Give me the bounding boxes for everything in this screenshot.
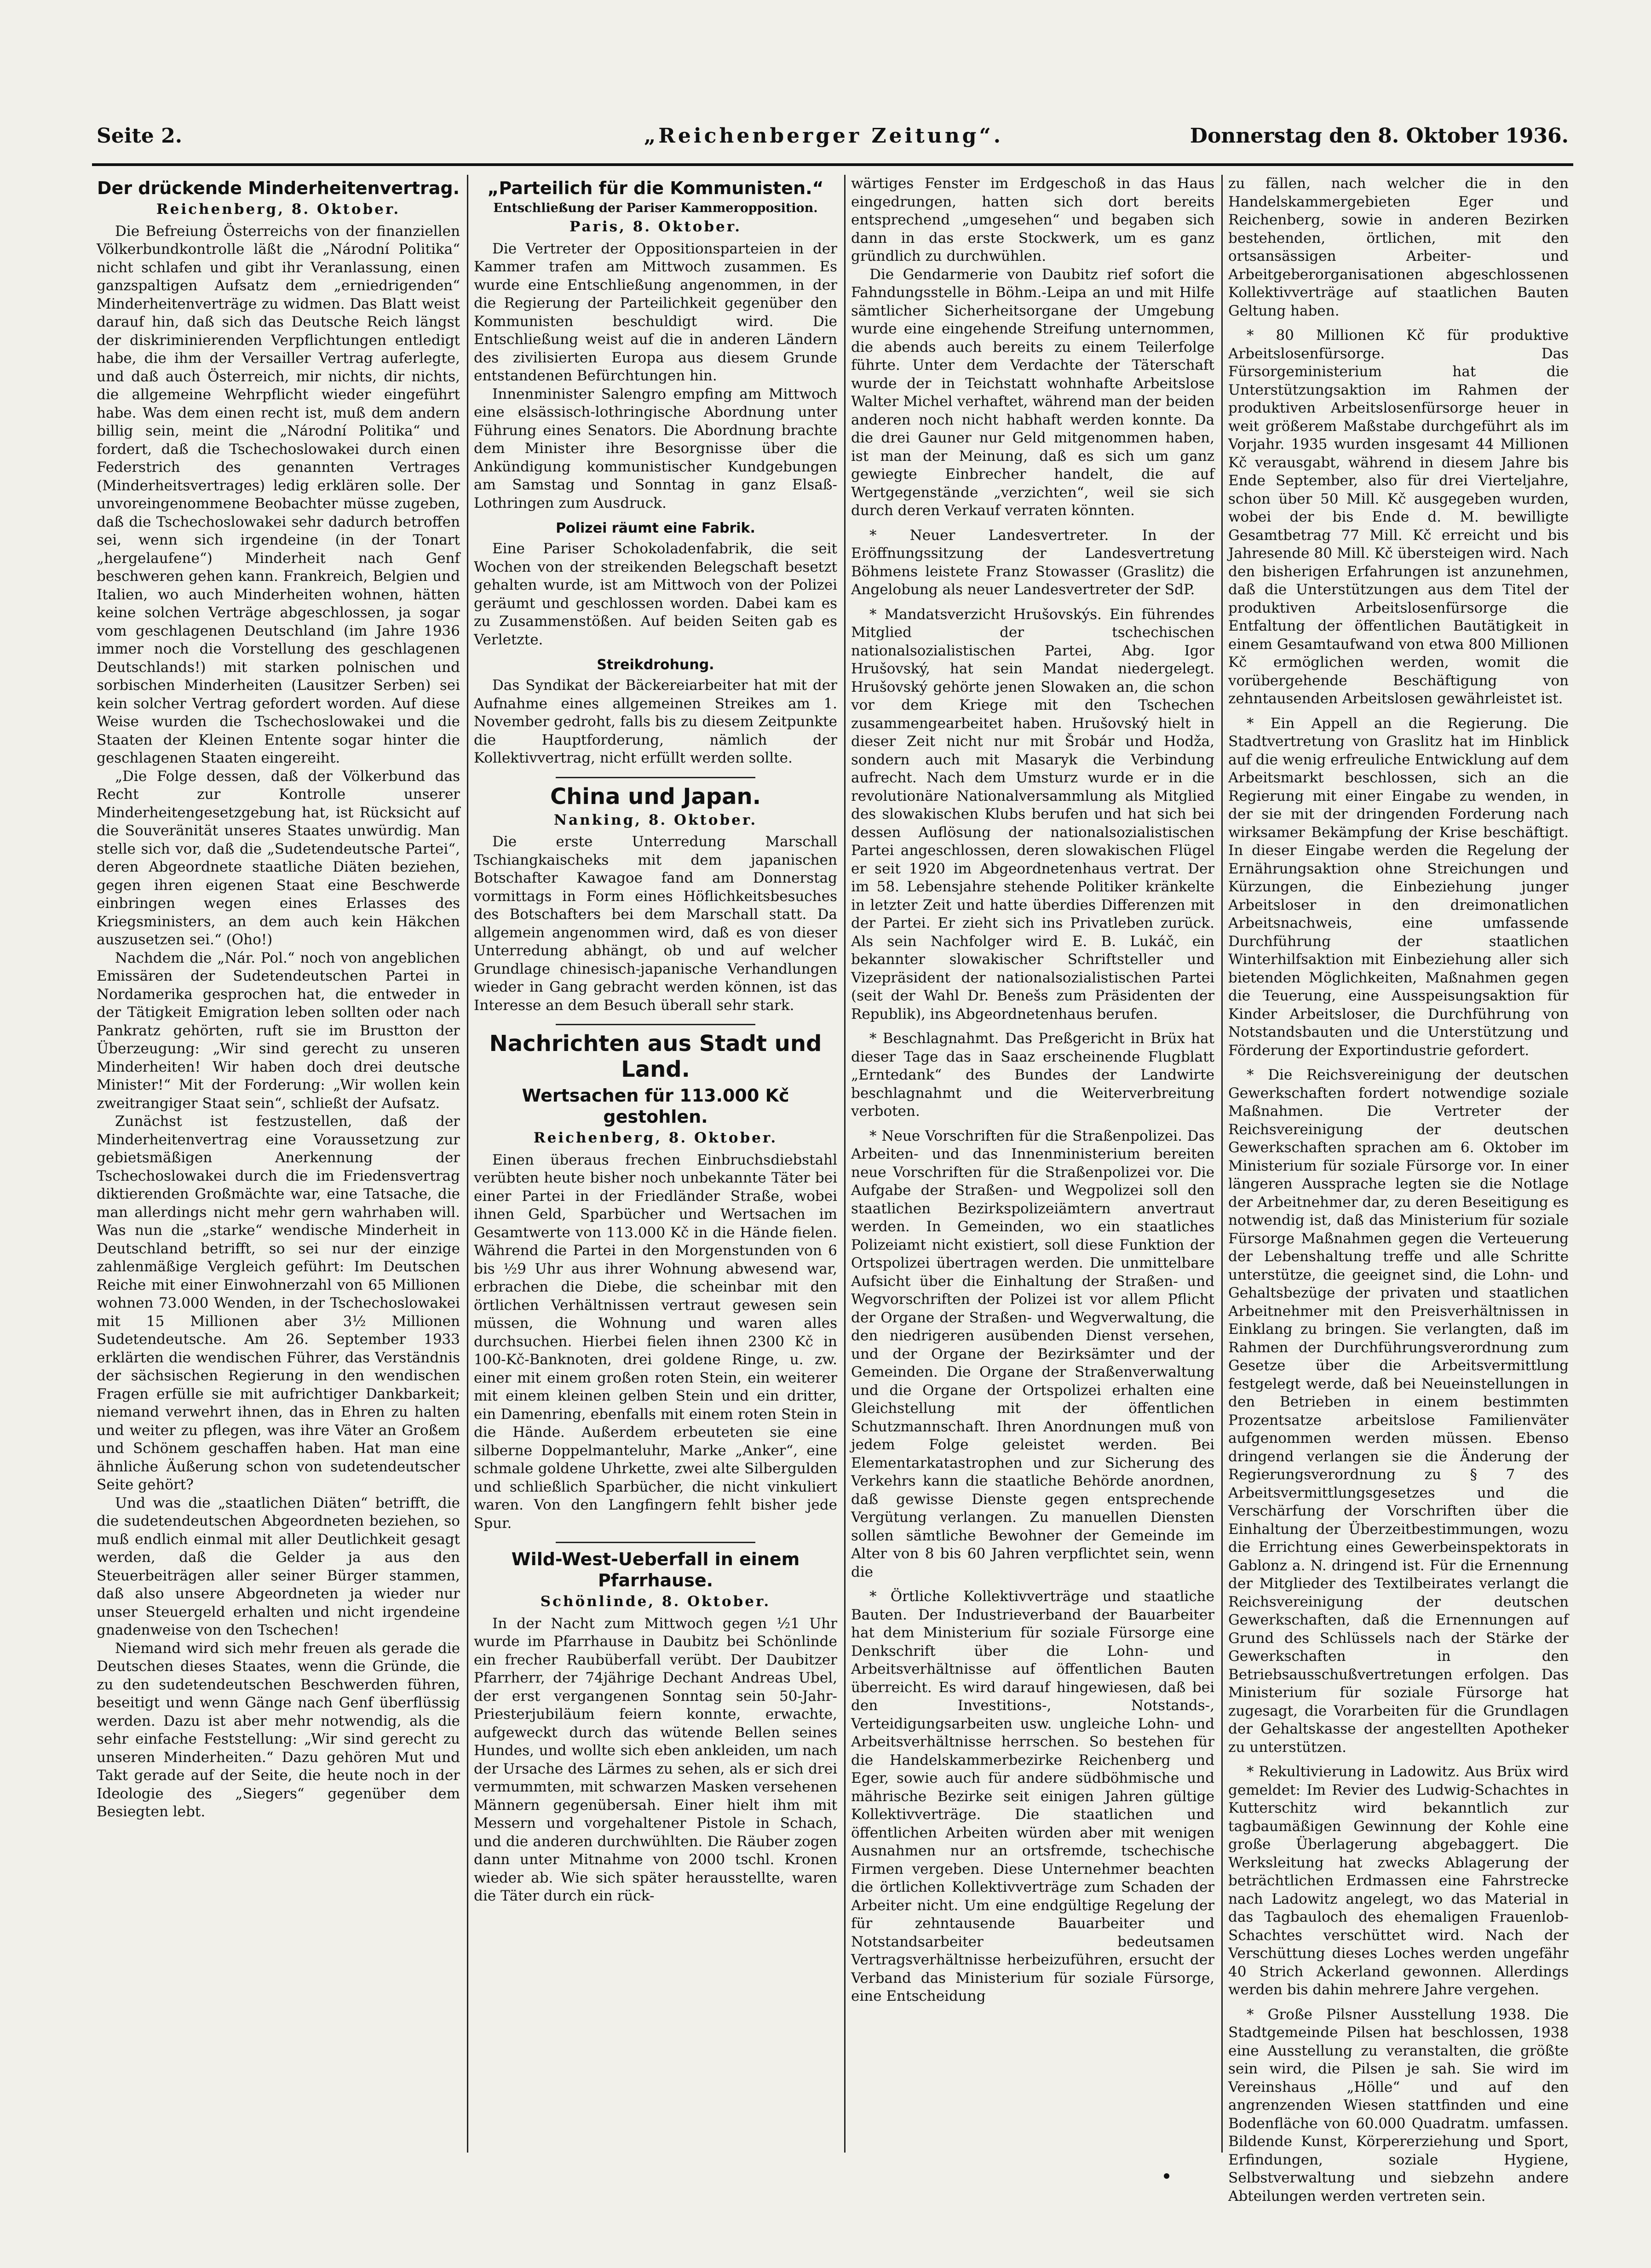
paragraph: Und was die „staatlichen Diäten“ betrifft, die die sudetendeutschen Abgeordneten beziehen, so muß endlich einmal mit aller Deutlichkeit gesagt werden, daß die Gelder ja aus den Steuerbeiträgen aller seiner Bürger stammen, daß also unsere Abgeordneten ja wieder nur unser Steuergeld erhalten und nicht irgendeine gnadenweise von den Tschechen! — [97, 1494, 460, 1638]
news-item: * Rekultivierung in Ladowitz. Aus Brüx wird gemeldet: Im Revier des Ludwig-Schachtes in Kutterschitz wird bekanntlich zur tagbaumäßigen Gewinnung der Kohle eine große Überlagerung abgebaggert. Die Werksleitung hat zwecks Ablagerung der beträchtlichen Erdmassen eine Fahrstrecke nach Ladowitz angelegt, wo das Material in das Tagbauloch des ehemaligen Frauenlob-Schachtes verschüttet wird. Nach der Verschüttung dieses Loches werden ungefähr 40 Strich Ackerland gewonnen. Allerdings werden bis dahin mehrere Jahre vergehen. — [1228, 1763, 1569, 1998]
page-number: Seite 2. — [97, 124, 183, 148]
paragraph: Zunächst ist festzustellen, daß der Minderheitenvertrag eine Voraussetzung zur gebietsmäßigen Anerkennung der Tschechoslowakei durch die im Friedensvertrag diktierenden Großmächte war, eine Tatsache, die man allerdings nicht mehr gern wahrhaben will. Was nun die „starke“ wendische Minderheit in Deutschland betrifft, so sei nur der einzige zahlenmäßige Vergleich geführt: Im Deutschen Reiche mit einer Einwohnerzahl von 65 Millionen wohnen 73.000 Wenden, in der Tschechoslowakei mit 15 Millionen aber 3½ Millionen Sudetendeutsche. Am 26. September 1933 erklärten die wendischen Führer, das Verständnis der sächsischen Regierung in den wendischen Fragen erfülle sie mit aufrichtiger Dankbarkeit; niemand verwehrt ihnen, das in Ehren zu halten und weiter zu pflegen, was ihre Väter an Großem und Schönem geschaffen haben. Hat man eine ähnliche Äußerung schon von sudetendeutscher Seite gehört? — [97, 1113, 460, 1493]
article-headline: Streikdrohung. — [597, 657, 714, 673]
paragraph: Einen überaus frechen Einbruchsdiebstahl verübten heute bisher noch unbekannte Täter bei einer Partei in der Friedländer Straße, wobei ihnen Geld, Sparbücher und Wertsachen im Gesamtwerte von 113.000 Kč in die Hände fielen. Während die Partei in den Morgenstunden von 6 bis ½9 Uhr aus ihrer Wohnung abwesend war, erbrachen die Diebe, die scheinbar mit den örtlichen Verhältnissen vertraut gewesen sein müssen, die Wohnung und waren alles durchsuchen. Hierbei fielen ihnen 2300 Kč in 100-Kč-Banknoten, drei goldene Ringe, u. zw. einer mit einem großen roten Stein, ein weiterer mit einem kleinen gelben Stein und ein dritter, ein Damenring, ebenfalls mit einem roten Stein in die Hände. Außerdem erbeuteten sie eine silberne Doppelmanteluhr, Marke „Anker“, eine schmale goldene Uhrkette, zwei alte Silbergulden und schließlich Sparbücher, die nicht vinkuliert waren. Von den Langfingern fehlt bisher jede Spur. — [474, 1151, 837, 1532]
dateline: Reichenberg, 8. Oktober. — [156, 201, 401, 218]
paragraph: Innenminister Salengro empfing am Mittwoch eine elsässisch-lothringische Abordnung unter Führung eines Senators. Die Abordnung brachte dem Minister ihre Besorgnisse über die Ankündigung kommunistischer Kundgebungen am Samstag und Sonntag in ganz Elsaß-Lothringen zum Ausdruck. — [474, 385, 837, 511]
article-subheadline: Entschließung der Pariser Kammeropposition. — [493, 201, 818, 215]
header-rule — [92, 163, 1573, 166]
column-4 — [1228, 175, 1569, 2205]
news-item: * Die Reichsvereinigung der deutschen Gewerkschaften fordert notwendige soziale Maßnahmen. Die Vertreter der Reichsvereinigung der deutschen Gewerkschaften sprachen am 6. Oktober im Ministerium für soziale Fürsorge vor. In einer längeren Aussprache legten sie die Notlage der Arbeitnehmer dar, zu deren Beseitigung es notwendig ist, daß das Ministerium für soziale Fürsorge Maßnahmen gegen die Verteuerung der Lebenshaltung treffe und alle Schritte unterstütze, die geeignet sind, die Lohn- und Gehaltsbezüge der privaten und staatlichen Arbeitnehmer mit den Preisverhältnissen in Einklang zu bringen. Sie verlangten, daß im Rahmen der Durchführungsverordnung zum Gesetze über die Arbeitsvermittlung festgelegt werde, daß bei Neueinstellungen in den Betrieben in einem bestimmten Prozentsatze arbeitslose Familienväter aufgenommen werden müssen. Ebenso dringend verlangen sie die Änderung der Regierungsverordnung zu § 7 des Arbeitsvermittlungsgesetzes und die Verschärfung der Vorschriften über die Einhaltung der Überzeitbestimmungen, wozu die Errichtung eines Gewerbeinspektorats in Gablonz a. N. dringend ist. Für die Ernennung der Mitglieder des Textilbeirates verlangt die Reichsvereinigung der deutschen Gewerkschaften, daß die Ernennungen auf Grund des Schlüssels nach der Stärke der Gewerkschaften in den Betriebsausschußvertretungen erfolgen. Das Ministerium für soziale Fürsorge hat zugesagt, die Vorarbeiten für die Grundlagen der Gehaltskasse der angestellten Apotheker zu unterstützen. — [1228, 1067, 1569, 1756]
ink-dot — [1164, 2173, 1169, 2179]
newspaper-page — [92, 115, 1573, 2205]
page-header — [92, 124, 1573, 156]
paragraph: Die erste Unterredung Marschall Tschiangkaischeks mit dem japanischen Botschafter Kawagoe fand am Donnerstag vormittags in Form eines Höflichkeitsbesuches des Botschafters bei dem Marschall statt. Da allgemein angenommen wird, daß es von dieser Unterredung abhängt, ob und auf welcher Grundlage chinesisch-japanische Verhandlungen wieder in Gang gebracht werden können, ist das Interesse an dem Besuch überall sehr stark. — [474, 833, 837, 1014]
dateline: Nanking, 8. Oktober. — [553, 811, 758, 828]
column-2 — [474, 175, 837, 2153]
article-headline: „Parteilich für die Kommunisten.“ — [487, 178, 824, 198]
news-item: * Ein Appell an die Regierung. Die Stadtvertretung von Graslitz hat im Hinblick auf die wenig erfreuliche Entwicklung auf dem Arbeitsmarkt beschlossen, sich an die Regierung mit einer Eingabe zu wenden, in der sie mit der dringenden Forderung nach wirksamer Bekämpfung der Krise beschäftigt. In dieser Eingabe werden die Regelung der Ernährungsaktion ohne Streichungen und Kürzungen, die Einbeziehung junger Arbeitsloser in den dreimonatlichen Arbeitsnachweis, eine umfassende Durchführung der staatlichen Winterhilfsaktion mit Einbeziehung aller sich bietenden Möglichkeiten, Maßnahmen gegen die Teuerung, eine Ausspeisungsaktion für Kinder Arbeitsloser, die Durchführung von Notstandsbauten und die Unterstützung und Förderung der Exportindustrie gefordert. — [1228, 715, 1569, 1059]
news-item: * Beschlagnahmt. Das Preßgericht in Brüx hat dieser Tage das in Saaz erscheinende Flugblatt „Erntedank“ des Bundes der Landwirte beschlagnahmt und die Weiterverbreitung verboten. — [851, 1030, 1214, 1120]
section-title: Nachrichten aus Stadt und Land. — [489, 1031, 822, 1082]
paragraph: In der Nacht zum Mittwoch gegen ½1 Uhr wurde im Pfarrhause in Daubitz bei Schönlinde ein frecher Raubüberfall verübt. Der Daubitzer Pfarrherr, der 74jährige Dechant Andreas Ubel, der erst vergangenen Sonntag sein 50-Jahr-Priesterjubiläum feiern konnte, erwachte, aufgeweckt durch das wütende Bellen seines Hundes, und wollte sich eben ankleiden, um nach der Ursache des Lärmes zu sehen, als er sich drei vermummten, mit schwarzen Masken versehenen Männern gegenübersah. Einer hielt ihm mit Messern und vorgehaltener Pistole in Schach, und die anderen durchwühlten. Die Räuber zogen dann unter Mitnahme von 2000 tschl. Kronen wieder ab. Wie sich später herausstellte, waren die Täter durch ein rück- — [474, 1615, 837, 1904]
paragraph: Das Syndikat der Bäckereiarbeiter hat mit der Aufnahme eines allgemeinen Streikes am 1. November gedroht, falls bis zu diesem Zeitpunkte die Hauptforderung, nämlich der Kollektivvertrag, nicht erfüllt werden sollte. — [474, 677, 837, 766]
paragraph: Eine Pariser Schokoladenfabrik, die seit Wochen von der streikenden Belegschaft besetzt gehalten wurde, ist am Mittwoch von der Polizei geräumt und geschlossen worden. Dabei kam es zu Zusammenstößen. Auf beiden Seiten gab es Verletzte. — [474, 540, 837, 648]
paragraph: „Die Folge dessen, daß der Völkerbund das Recht zur Kontrolle unserer Minderheitengesetzgebung hat, ist Rücksicht auf die Souveränität unseres Staates unwürdig. Man stelle sich vor, daß die „Sudetendeutsche Partei“, deren Abgeordnete staatliche Diäten beziehen, gegen ihren eigenen Staat eine Beschwerde einbringen wegen eines Erlasses des Kriegsministers, an dem auch kein Häkchen auszusetzen sei.“ (Oho!) — [97, 768, 460, 948]
article-headline: China und Japan. — [550, 783, 761, 810]
column-1 — [97, 175, 460, 2153]
paragraph: zu fällen, nach welcher die in den Handelskammergebieten Eger und Reichenberg, sowie in anderen Bezirken bestehenden, örtlichen, mit den ortsansässigen Arbeiter- und Arbeitgeberorganisationen abgeschlossenen Kollektivverträge auf staatlichen Bauten Geltung haben. — [1228, 175, 1569, 319]
news-item: * Große Pilsner Ausstellung 1938. Die Stadtgemeinde Pilsen hat beschlossen, 1938 eine Ausstellung zu veranstalten, die größte sein wird, die Pilsen je sah. Sie wird im Vereinshaus „Hölle“ und auf den angrenzenden Wiesen stattfinden und eine Bodenfläche von 60.000 Quadratm. umfassen. Bildende Kunst, Körpererziehung und Sport, Erfindungen, soziale Hygiene, Selbstverwaltung und siebzehn andere Abteilungen werden vertreten sein. — [1228, 2006, 1569, 2205]
paragraph: Die Befreiung Österreichs von der finanziellen Völkerbundkontrolle läßt die „Národní Politika“ nicht schlafen und gibt ihr Veranlassung, einen ganzspaltigen Aufsatz dem „erniedrigenden“ Minderheitenverträge zu widmen. Das Blatt weist darauf hin, daß sich das Deutsche Reich längst der diskriminierenden Verpflichtungen entledigt habe, die ihm der Versailler Vertrag auferlegte, und daß auch Österreich, mir nichts, dir nichts, die allgemeine Wehrpflicht wieder eingeführt habe. Was dem einen recht ist, muß dem andern billig sein, meint die „Národní Politika“ und fordert, daß die Tschechoslowakei durch einen Federstrich des genannten Vertrages (Minderheitsvertrages) ledig erklären solle. Der unvoreingenommene Beobachter müsse zugeben, daß die Tschechoslowakei sehr dadurch betroffen sei, wenn sich irgendeine (in der Tonart „hergelaufene“) Minderheit nach Genf beschweren gehen kann. Frankreich, Belgien und Italien, wo auch Minderheiten wohnen, hätten keine solchen Verträge abgeschlossen, ja sogar vom geschlagenen Deutschland (im Jahre 1936 immer noch die Vorstellung des geschlagenen Deutschlands!) mit starken polnischen und sorbischen Minderheiten (Lausitzer Serben) sei kein solcher Vertrag gefordert worden. Auf diese Weise wurden die Tschechoslowakei und die Staaten der Kleinen Entente sogar hinter die geschlagenen Staaten eingereiht. — [97, 223, 460, 766]
paragraph: Die Gendarmerie von Daubitz rief sofort die Fahndungsstelle in Böhm.-Leipa an und mit Hilfe sämtlicher Sicherheitsorgane der Umgebung wurde eine eingehende Streifung unternommen, die abends auch bereits zu einem Teilerfolge führte. Unter dem Verdachte der Täterschaft wurde der in Teichstatt wohnhafte Arbeitslose Walter Michel verhaftet, während man der beiden anderen noch nicht habhaft werden konnte. Da die drei Gauner nur Geld mitgenommen haben, ist man der Meinung, daß es sich um ganz gewiegte Einbrecher handelt, die auf Wertgegenstände „verzichten“, weil sie sich durch deren Verkauf verraten könnten. — [851, 266, 1214, 519]
news-item: * Mandatsverzicht Hrušovskýs. Ein führendes Mitglied der tschechischen nationalsozialistischen Partei, Abg. Igor Hrušovský, hat sein Mandat niedergelegt. Hrušovský gehörte jenen Slowaken an, die schon vor dem Kriege mit den Tschechen zusammengearbeitet haben. Hrušovský hielt in dieser Zeit nicht nur mit Šrobár und Hodža, sondern auch mit Masaryk die Verbindung aufrecht. Nach dem Umsturz wurde er in die revolutionäre Nationalversammlung als Mitglied des slowakischen Klubs berufen und hat sich bei dessen Auflösung der nationalsozialistischen Partei angeschlossen, deren slowakischen Flügel er seit 1920 im Abgeordnetenhaus vertrat. Der im 58. Lebensjahre stehende Politiker kränkelte in letzter Zeit und hatte überdies Differenzen mit der Partei. Er zieht sich ins Privatleben zurück. Als sein Nachfolger wird E. B. Lukáč, ein bekannter slowakischer Schriftsteller und Vizepräsident der nationalsozialistischen Partei (seit der Wahl Dr. Benešs zum Präsidenten der Republik), ins Abgeordnetenhaus berufen. — [851, 606, 1214, 1022]
article-headline: Wertsachen für 113.000 Kč gestohlen. — [522, 1085, 789, 1127]
news-item: * Neue Vorschriften für die Straßenpolizei. Das Arbeiten- und das Innenministerium bereiten neue Vorschriften für die Straßenpolizei vor. Die Aufgabe der Straßen- und Wegpolizei soll den staatlichen Bezirkspolizeiämtern anvertraut werden. In Gemeinden, wo ein staatliches Polizeiamt nicht existiert, soll diese Funktion der Ortspolizei übertragen werden. Die unmittelbare Aufsicht über die Einhaltung der Straßen- und Wegvorschriften der Polizei ist vor allem Pflicht der Organe der Straßen- und Wegverwaltung, die den niedrigeren ausübenden Dienst versehen, und der Organe der Bezirksämter und der Gemeinden. Die Organe der Straßenverwaltung und die Organe der Ortspolizei erhalten eine Gleichstellung mit der öffentlichen Schutzmannschaft. Ihren Anordnungen muß von jedem Folge geleistet werden. Bei Elementarkatastrophen und zur Sicherung des Verkehrs kann die staatliche Behörde anordnen, daß gewisse Dienste gegen entsprechende Vergütung verlangen. Zu manuellen Diensten sollen sämtliche Bewohner der Gemeinde im Alter von 8 bis 60 Jahren verpflichtet sein, wenn die — [851, 1127, 1214, 1580]
paragraph: wärtiges Fenster im Erdgeschoß in das Haus eingedrungen, hatten sich dort bereits entsprechend „umgesehen“ und begaben sich dann in das erste Stockwerk, um es ganz gründlich zu durchwühlen. — [851, 175, 1214, 264]
news-item: * 80 Millionen Kč für produktive Arbeitslosenfürsorge. Das Fürsorgeministerium hat die Unterstützungsaktion im Rahmen der produktiven Arbeitslosenfürsorge heuer in weit größerem Maßstabe durchgeführt als im Vorjahr. 1935 wurden insgesamt 44 Millionen Kč verausgabt, während in diesem Jahre bis Ende September, also für drei Vierteljahre, schon über 50 Mill. Kč ausgegeben wurden, wobei der bis Ende d. M. bewilligte Gesamtbetrag 77 Mill. Kč erreicht und bis Jahresende 80 Mill. Kč übersteigen wird. Nach den bisherigen Erfahrungen ist anzunehmen, daß die Unterstützungen aus dem Titel der produktiven Arbeitslosenfürsorge die Entfaltung der öffentlichen Bautätigkeit in einem Gesamtaufwand von etwa 800 Millionen Kč ermöglichen werden, womit die vorübergehende Beschäftigung von zehntausenden Arbeitslosen gewährleistet ist. — [1228, 327, 1569, 707]
dateline: Schönlinde, 8. Oktober. — [540, 1593, 771, 1610]
article-headline: Der drückende Minderheitenvertrag. — [97, 178, 460, 198]
paragraph: Nachdem die „Nár. Pol.“ noch von angeblichen Emissären der Sudetendeutschen Partei in Nordamerika gesprochen hat, die entweder in der Tätigkeit Emigration leben sollten oder nach Pankratz gehörten, ruft sie im Brustton der Überzeugung: „Wir sind gerecht zu unseren Minderheiten! Wir haben doch drei deutsche Minister!“ Mit der Forderung: „Wir wollen kein zweitrangiger Staat sein“, schließt der Aufsatz. — [97, 949, 460, 1112]
issue-date: Donnerstag den 8. Oktober 1936. — [1190, 124, 1569, 148]
paragraph: Niemand wird sich mehr freuen als gerade die Deutschen dieses Staates, wenn die Gründe, die zu den sudetendeutschen Beschwerden führen, beseitigt und wenn Gänge nach Genf überflüssig werden. Dazu ist aber mehr notwendig, als die sehr einfache Feststellung: „Wir sind gerecht zu unseren Minderheiten.“ Dazu gehören Mut und Takt gerade auf der Seite, die heute noch in der Ideologie des „Siegers“ gegenüber dem Besiegten lebt. — [97, 1640, 460, 1820]
column-rule — [1221, 175, 1223, 2153]
newspaper-title: „Reichenberger Zeitung“. — [644, 124, 1004, 148]
column-3 — [851, 175, 1214, 2153]
news-item: * Neuer Landesvertreter. In der Eröffnungssitzung der Landesvertretung Böhmens leistete Franz Stowasser (Graslitz) die Angelobung als neuer Landesvertreter der SdP. — [851, 527, 1214, 598]
news-item: * Örtliche Kollektivverträge und staatliche Bauten. Der Industrieverband der Bauarbeiter hat dem Ministerium für soziale Fürsorge eine Denkschrift über die Lohn- und Arbeitsverhältnisse auf öffentlichen Bauten überreicht. Es wird darauf hingewiesen, daß bei den Investitions-, Notstands-, Verteidigungsarbeiten usw. ungleiche Lohn- und Arbeitsverhältnisse herrschen. So bestehen für die Handelskammerbezirke Reichenberg und Eger, sowie auch für andere südböhmische und mährische Bezirke seit einigen Jahren gültige Kollektivverträge. Die staatlichen und öffentlichen Arbeiten würden aber mit wenigen Ausnahmen nur an ortsfremde, tschechische Firmen vergeben. Diese Unternehmer beachten die örtlichen Kollektivverträge zum Schaden der Arbeiter nicht. Um eine endgültige Regelung der für zehntausende Bauarbeiter und Notstandsarbeiter bedeutsamen Vertragsverhältnisse herbeizuführen, ersucht der Verband das Ministerium für soziale Fürsorge, eine Entscheidung — [851, 1588, 1214, 2004]
dateline: Paris, 8. Oktober. — [569, 218, 742, 235]
article-headline: Wild-West-Ueberfall in einem Pfarrhause. — [511, 1549, 800, 1590]
column-rule — [467, 175, 468, 2153]
divider — [556, 777, 756, 778]
column-rule — [844, 175, 846, 2153]
dateline: Reichenberg, 8. Oktober. — [533, 1130, 778, 1146]
divider — [556, 1542, 756, 1543]
divider — [556, 1024, 756, 1025]
paragraph: Die Vertreter der Oppositionsparteien in der Kammer trafen am Mittwoch zusammen. Es wurde eine Entschließung angenommen, in der die Regierung der Parteilichkeit gegenüber den Kommunisten beschuldigt wird. Die Entschließung weist auf die in anderen Ländern des zivilisierten Europa aus diesem Grunde entstandenen Befürchtungen hin. — [474, 240, 837, 384]
article-headline: Polizei räumt eine Fabrik. — [556, 520, 755, 536]
